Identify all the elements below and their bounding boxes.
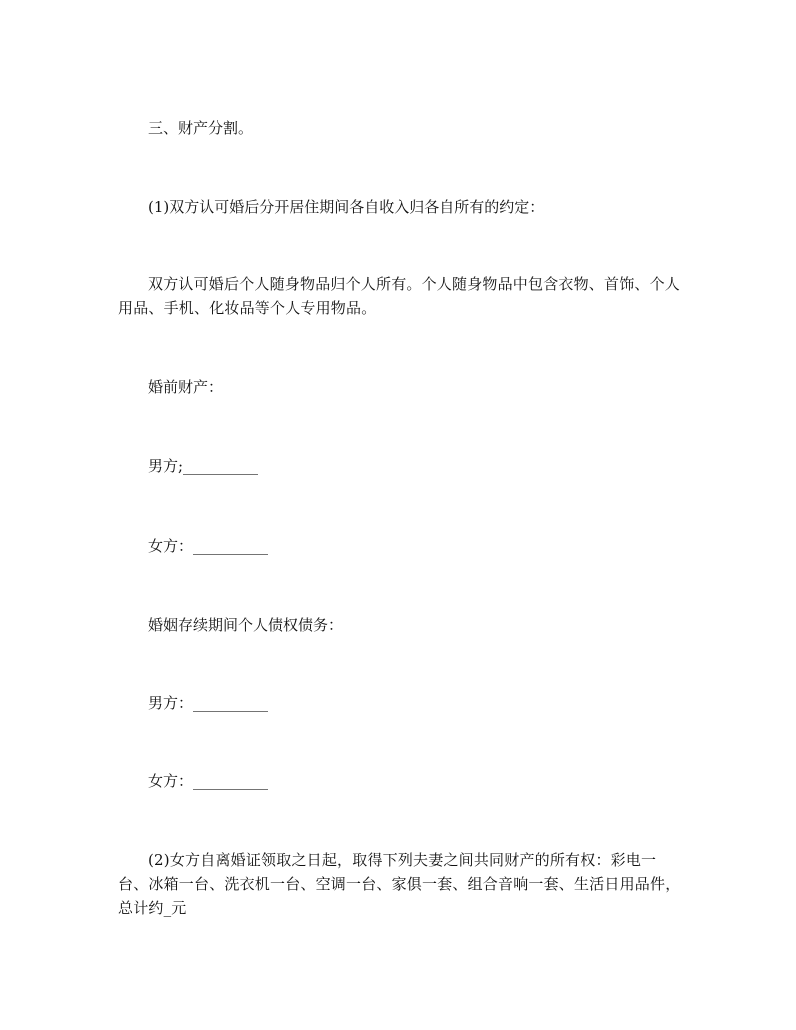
debt-male-field: 男方：__________ bbox=[148, 694, 269, 712]
clause-1-intro: (1)双方认可婚后分开居住期间各自收入归各自所有的约定： bbox=[148, 198, 545, 216]
premarital-female-field: 女方：__________ bbox=[148, 537, 269, 555]
clause-1-body: 双方认可婚后个人随身物品归个人所有。个人随身物品中包含衣物、首饰、个人用品、手机、化妆品等个人专用物品。 bbox=[118, 275, 681, 317]
premarital-male-field: 男方;__________ bbox=[148, 457, 259, 475]
section-heading: 三、财产分割。 bbox=[148, 119, 254, 137]
debt-heading: 婚姻存续期间个人债权债务： bbox=[148, 616, 344, 634]
debt-female-field: 女方：__________ bbox=[148, 772, 269, 790]
clause-2-body: (2)女方自离婚证领取之日起，取得下列夫妻之间共同财产的所有权：彩电一台、冰箱一台、洗衣机一台、空调一台、家俱一套、组合音响一套、生活日用品件，总计约_元 bbox=[118, 851, 681, 917]
premarital-property-heading: 婚前财产： bbox=[148, 378, 224, 396]
